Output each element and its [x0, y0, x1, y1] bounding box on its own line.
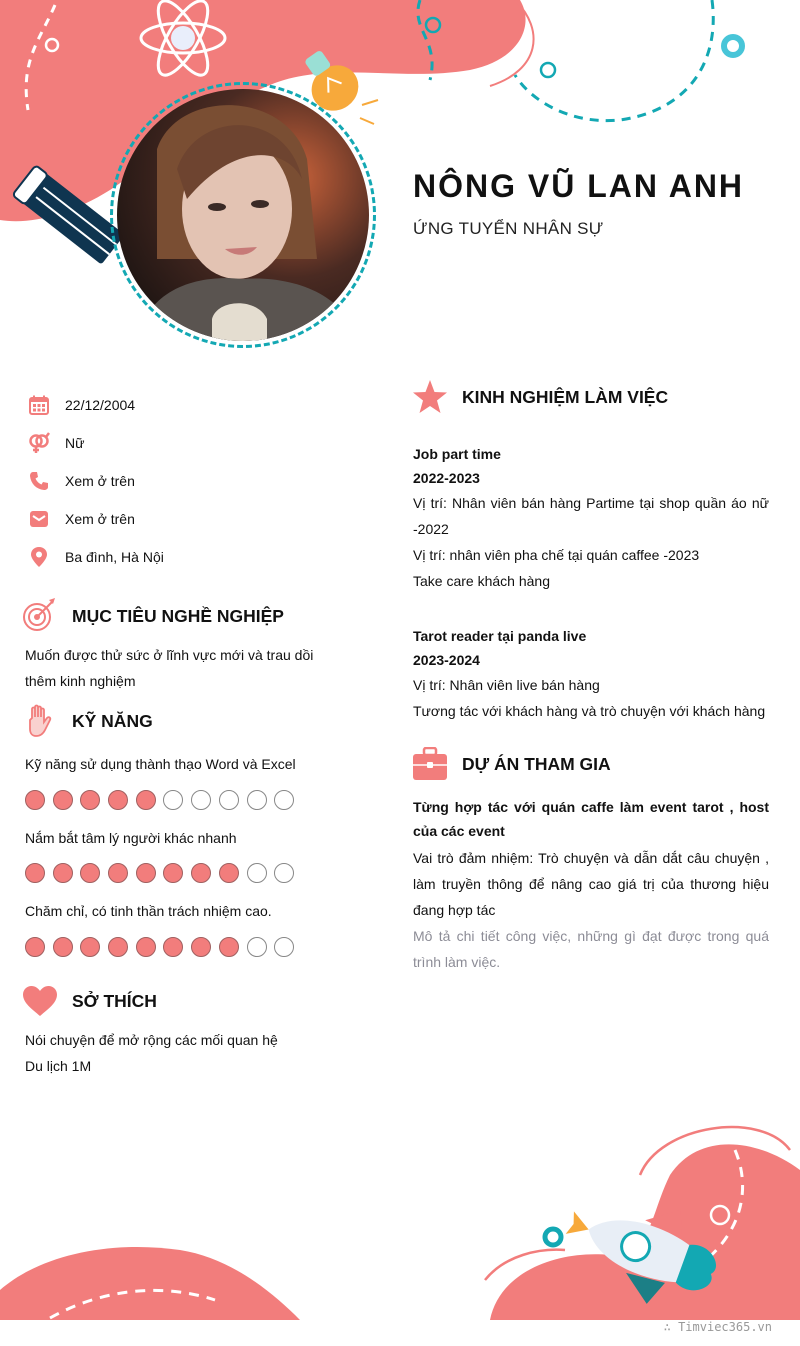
job-detail: Vị trí: Nhân viên live bán hàng: [413, 677, 600, 693]
skill-rating: [25, 863, 302, 883]
calendar-icon: [28, 394, 50, 416]
experience-job: [413, 624, 769, 724]
objective-text: Muốn được thử sức ở lĩnh vực mới và trau dồi thêm kinh nghiệm: [25, 647, 314, 689]
info-phone: [28, 462, 368, 500]
gender-icon: [28, 432, 50, 454]
avatar-photo: [117, 89, 369, 341]
rating-dot-filled: [191, 863, 211, 883]
rating-dot-empty: [274, 937, 294, 957]
objective-section-header: [22, 598, 284, 634]
rating-dot-filled: [80, 863, 100, 883]
skills-section-header: [22, 703, 153, 739]
hobbies-section-header: [22, 983, 157, 1019]
job-detail: Tương tác với khách hàng và trò chuyện với khách hàng: [413, 703, 766, 719]
project-item: [413, 795, 769, 975]
briefcase-icon: [412, 746, 448, 782]
address-value: Ba đình, Hà Nội: [65, 549, 164, 565]
hobbies-title: SỞ THÍCH: [72, 990, 157, 1011]
project-role: Vai trò đảm nhiệm: Trò chuyện và dẫn dắt câu chuyện , làm truyền thông để nâng cao giá trị của thương hiệu đang hợp tác: [413, 850, 769, 918]
job-date: 2023-2024: [413, 652, 480, 668]
skill-rating: [25, 937, 302, 957]
job-detail: Vị trí: Nhân viên bán hàng Partime tại shop quần áo nữ -2022: [413, 495, 769, 537]
rating-dot-filled: [219, 863, 239, 883]
star-icon: [412, 379, 448, 415]
rating-dot-filled: [108, 937, 128, 957]
hobby-item: Du lịch 1M: [25, 1058, 92, 1074]
info-birthday: [28, 386, 368, 424]
heart-icon: [22, 983, 58, 1019]
rating-dot-filled: [136, 863, 156, 883]
rating-dot-filled: [136, 937, 156, 957]
rating-dot-filled: [53, 790, 73, 810]
skills-title: KỸ NĂNG: [72, 710, 153, 731]
objective-title: MỤC TIÊU NGHỀ NGHIỆP: [72, 605, 284, 626]
job-name: Job part time: [413, 446, 501, 462]
rating-dot-filled: [80, 790, 100, 810]
project-name: Từng hợp tác với quán caffe làm event tarot , host của các event: [413, 799, 769, 839]
rating-dot-filled: [219, 937, 239, 957]
job-date: 2022-2023: [413, 470, 480, 486]
skill-label: Chăm chỉ, có tinh thần trách nhiệm cao.: [25, 903, 272, 919]
info-address: [28, 538, 368, 576]
rating-dot-filled: [25, 863, 45, 883]
rating-dot-empty: [219, 790, 239, 810]
gender-value: Nữ: [65, 435, 85, 451]
email-value: Xem ở trên: [65, 511, 135, 527]
header: [413, 168, 744, 239]
experience-section-header: [412, 379, 668, 415]
applied-position: ỨNG TUYỂN NHÂN SỰ: [413, 219, 604, 238]
job-detail: Vị trí: nhân viên pha chế tại quán caffee -2023: [413, 547, 700, 563]
phone-value: Xem ở trên: [65, 473, 135, 489]
rating-dot-filled: [108, 863, 128, 883]
rating-dot-empty: [274, 790, 294, 810]
rating-dot-empty: [247, 863, 267, 883]
skill-label: Kỹ năng sử dụng thành thạo Word và Excel: [25, 756, 296, 772]
rating-dot-empty: [191, 790, 211, 810]
hobby-item: Nói chuyện để mở rộng các mối quan hệ: [25, 1032, 278, 1048]
location-icon: [28, 546, 50, 568]
job-detail: Take care khách hàng: [413, 573, 550, 589]
rating-dot-empty: [247, 937, 267, 957]
rating-dot-filled: [25, 937, 45, 957]
projects-section-header: [412, 746, 611, 782]
rating-dot-empty: [163, 790, 183, 810]
rating-dot-filled: [191, 937, 211, 957]
avatar: [110, 82, 376, 348]
rating-dot-filled: [163, 937, 183, 957]
phone-icon: [28, 470, 50, 492]
rating-dot-empty: [247, 790, 267, 810]
rating-dot-filled: [25, 790, 45, 810]
hobbies-list: [25, 1027, 345, 1079]
info-email: [28, 500, 368, 538]
target-icon: [22, 598, 58, 634]
hand-icon: [22, 703, 58, 739]
email-icon: [28, 508, 50, 530]
rating-dot-empty: [274, 863, 294, 883]
rating-dot-filled: [53, 937, 73, 957]
rating-dot-filled: [108, 790, 128, 810]
footer-watermark: ∴ Timviec365.vn: [663, 1320, 772, 1334]
birthday-value: 22/12/2004: [65, 397, 136, 413]
experience-job: [413, 442, 769, 594]
skill-rating: [25, 790, 302, 810]
full-name: NÔNG VŨ LAN ANH: [413, 168, 745, 204]
personal-info: [28, 386, 368, 576]
rating-dot-filled: [163, 863, 183, 883]
skill-label: Nắm bắt tâm lý người khác nhanh: [25, 830, 237, 846]
job-name: Tarot reader tại panda live: [413, 628, 587, 644]
rating-dot-filled: [53, 863, 73, 883]
info-gender: [28, 424, 368, 462]
rating-dot-filled: [136, 790, 156, 810]
experience-title: KINH NGHIỆM LÀM VIỆC: [462, 386, 669, 407]
projects-title: DỰ ÁN THAM GIA: [462, 753, 611, 774]
rating-dot-filled: [80, 937, 100, 957]
project-description: Mô tả chi tiết công việc, những gì đạt được trong quá trình làm việc.: [413, 928, 769, 970]
